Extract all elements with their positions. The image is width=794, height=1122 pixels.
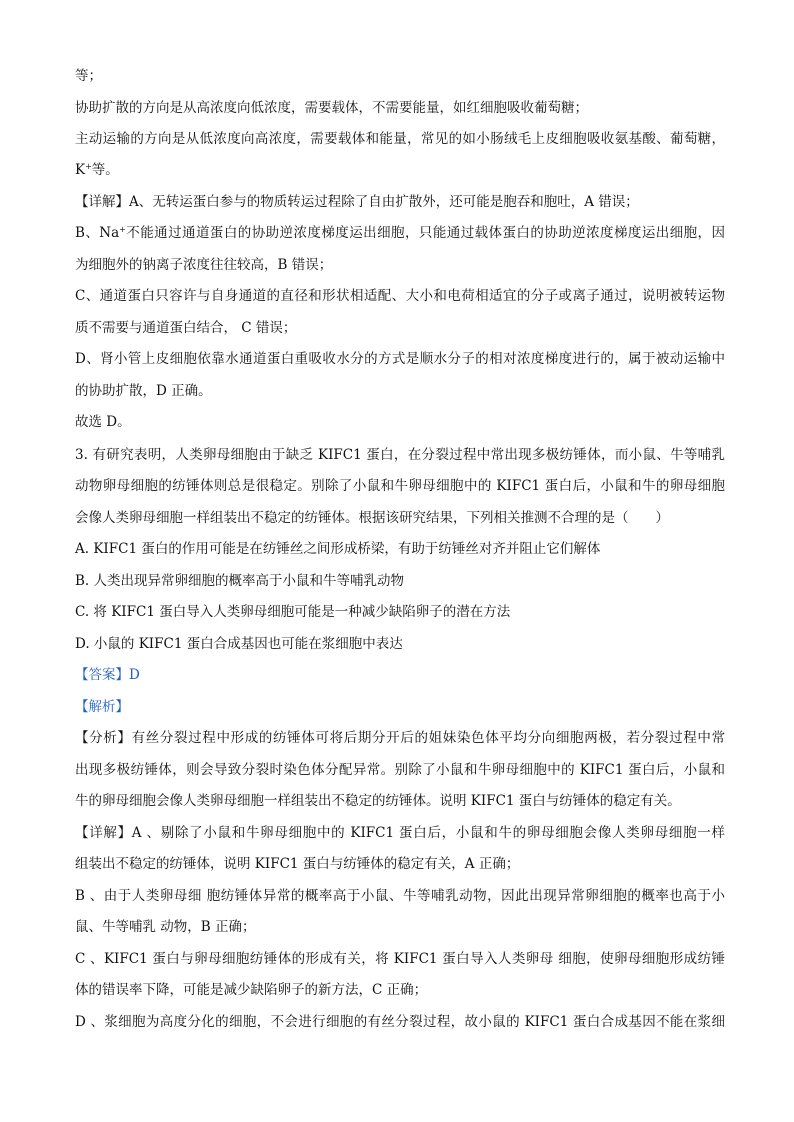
text-line: 出现多极纺锤体，则会导致分裂时染色体分配异常。别除了小鼠和牛卵母细胞中的 KIFC1 蛋白后，小鼠和 bbox=[75, 762, 725, 778]
text-line: 组装出不稳定的纺锤体，说明 KIFC1 蛋白与纺锤体的稳定有关，A 正确； bbox=[75, 856, 520, 872]
option-c: C. 将 KIFC1 蛋白导入人类卵母细胞可能是一种减少缺陷卵子的潜在方法 bbox=[75, 604, 511, 620]
text-line: 鼠、牛等哺乳 动物，B 正确； bbox=[75, 919, 256, 935]
question-3-stem: 3. 有研究表明，人类卵母细胞由于缺乏 KIFC1 蛋白，在分裂过程中常出现多极纺锤体，而小鼠、牛等哺乳 bbox=[75, 447, 725, 463]
text-line: 为细胞外的钠离子浓度往往较高，B 错误； bbox=[75, 257, 333, 273]
text-line: 等； bbox=[75, 68, 102, 84]
question-3-stem: 会像人类卵母细胞一样组装出不稳定的纺锤体。根据该研究结果，下列相关推测不合理的是（ ） bbox=[75, 510, 669, 526]
analysis-label: 【解析】 bbox=[75, 699, 129, 715]
question-3-stem: 动物卵母细胞的纺锤体则总是很稳定。别除了小鼠和牛卵母细胞中的 KIFC1 蛋白后，小鼠和牛的卵母细胞 bbox=[75, 478, 725, 494]
answer-label: 【答案】D bbox=[75, 667, 140, 683]
text-line: 牛的卵母细胞会像人类卵母细胞一样组装出不稳定的纺锤体。说明 KIFC1 蛋白与纺锤体的稳定有关。 bbox=[75, 793, 681, 809]
text-line: K+等。 bbox=[75, 162, 119, 178]
text-line: 故选 D。 bbox=[75, 414, 131, 430]
option-d: D. 小鼠的 KIFC1 蛋白合成基因也可能在浆细胞中表达 bbox=[75, 636, 403, 652]
option-b: B. 人类出现异常卵细胞的概率高于小鼠和牛等哺乳动物 bbox=[75, 573, 405, 589]
text-line: 体的错误率下降，可能是减少缺陷卵子的新方法，C 正确； bbox=[75, 982, 428, 998]
text-line: C、通道蛋白只容许与自身通道的直径和形状相适配、大小和电荷相适宜的分子或离子通过，说明被转运物 bbox=[75, 288, 725, 304]
text-line: 协助扩散的方向是从高浓度向低浓度，需要载体，不需要能量，如红细胞吸收葡萄糖； bbox=[75, 100, 588, 116]
text-line: B、Na+不能通过通道蛋白的协助逆浓度梯度运出细胞，只能通过载体蛋白的协助逆浓度梯度运出细胞，因 bbox=[75, 225, 725, 241]
text-line: D 、浆细胞为高度分化的细胞，不会进行细胞的有丝分裂过程，故小鼠的 KIFC1 蛋白合成基因不能在浆细 bbox=[75, 1014, 725, 1030]
text-line: 【分析】有丝分裂过程中形成的纺锤体可将后期分开后的姐妹染色体平均分向细胞两极，若分裂过程中常 bbox=[75, 730, 725, 746]
text-line: 主动运输的方向是从低浓度向高浓度，需要载体和能量，常见的如小肠绒毛上皮细胞吸收氨基酸、葡萄糖， bbox=[75, 131, 725, 147]
text-line: 【详解】A 、剔除了小鼠和牛卵母细胞中的 KIFC1 蛋白后，小鼠和牛的卵母细胞会像人类卵母细胞一样 bbox=[75, 825, 725, 841]
text-line: B 、由于人类卵母细 胞纺锤体异常的概率高于小鼠、牛等哺乳动物，因此出现异常卵细胞的概率也高于小 bbox=[75, 888, 725, 904]
text-line: 的协助扩散，D 正确。 bbox=[75, 383, 212, 399]
option-a: A. KIFC1 蛋白的作用可能是在纺锤丝之间形成桥梁，有助于纺锤丝对齐并阻止它们解体 bbox=[75, 541, 601, 557]
text-line: 【详解】A、无转运蛋白参与的物质转运过程除了自由扩散外，还可能是胞吞和胞吐，A 错误； bbox=[75, 194, 639, 210]
text-line: D、肾小管上皮细胞依靠水通道蛋白重吸收水分的方式是顺水分子的相对浓度梯度进行的，属于被动运输中 bbox=[75, 351, 725, 367]
text-line: 质不需要与通道蛋白结合， C 错误； bbox=[75, 320, 297, 336]
text-line: C 、KIFC1 蛋白与卵母细胞纺锤体的形成有关，将 KIFC1 蛋白导入人类卵母 细胞，使卵母细胞形成纺锤 bbox=[75, 951, 725, 967]
